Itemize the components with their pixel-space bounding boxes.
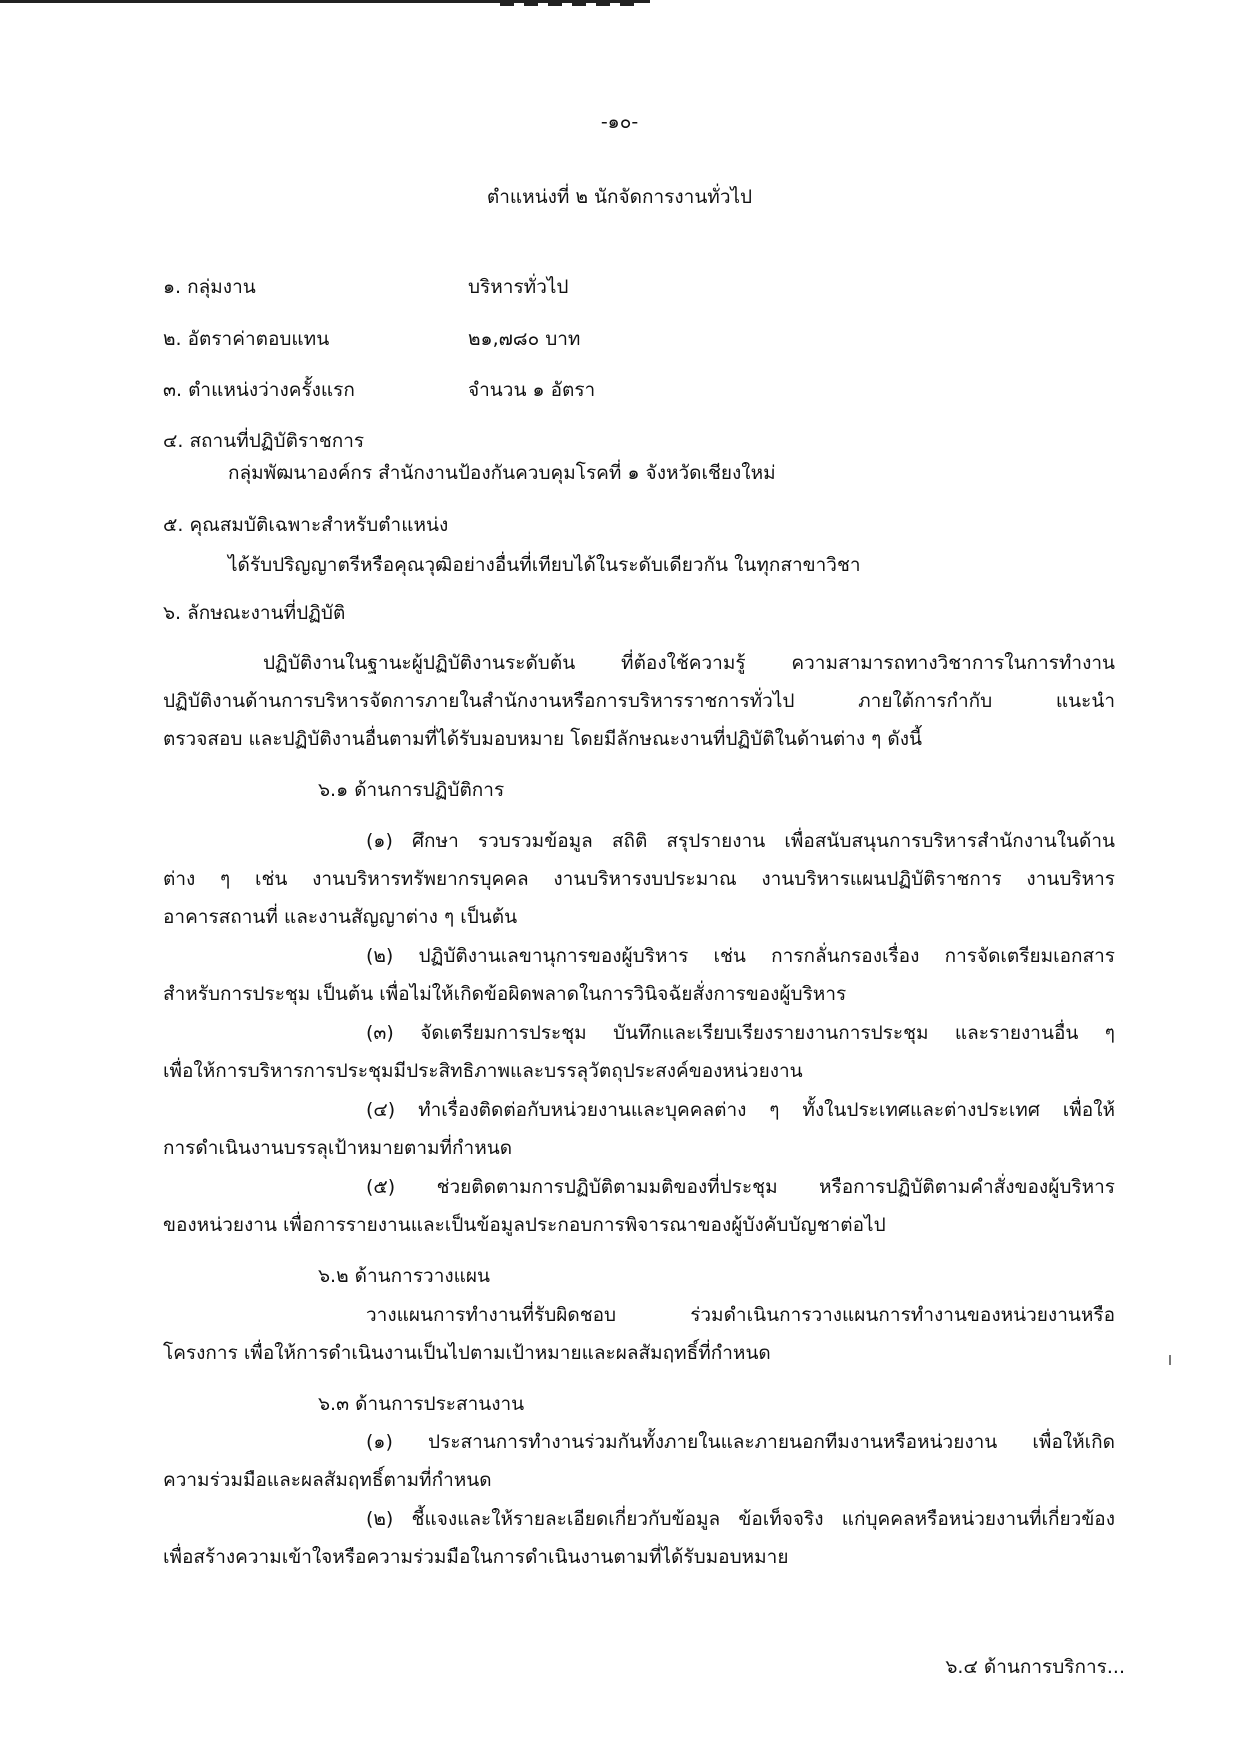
subsection-6-2-heading: ๖.๒ ด้านการวางแผน <box>318 1265 491 1287</box>
section5-text: ได้รับปริญญาตรีหรือคุณวุฒิอย่างอื่นที่เทียบได้ในระดับเดียวกัน ในทุกสาขาวิชา <box>228 554 861 576</box>
item-6-1-2-line: (๒) ปฏิบัติงานเลขานุการของผู้บริหาร เช่น การกลั่นกรองเรื่อง การจัดเตรียมเอกสาร <box>366 945 1115 967</box>
item-6-1-3-line: เพื่อให้การบริหารการประชุมมีประสิทธิภาพและบรรลุวัตถุประสงค์ของหน่วยงาน <box>163 1060 803 1082</box>
section6-intro-line: ปฏิบัติงานด้านการบริหารจัดการภายในสำนักงานหรือการบริหารราชการทั่วไป ภายใต้การกำกับ แนะนำ <box>163 690 1115 712</box>
subsection-6-3-heading: ๖.๓ ด้านการประสานงาน <box>318 1393 525 1415</box>
section4-text: กลุ่มพัฒนาองค์กร สำนักงานป้องกันควบคุมโรคที่ ๑ จังหวัดเชียงใหม่ <box>228 462 776 484</box>
section4-heading: ๔. สถานที่ปฏิบัติราชการ <box>163 430 365 452</box>
field-value-vacancy: จำนวน ๑ อัตรา <box>468 379 596 401</box>
subsection-6-2-line: วางแผนการทำงานที่รับผิดชอบ ร่วมดำเนินการวางแผนการทำงานของหน่วยงานหรือ <box>366 1304 1115 1326</box>
page-number: -๑๐- <box>600 111 639 133</box>
subsection-6-2-line: โครงการ เพื่อให้การดำเนินงานเป็นไปตามเป้าหมายและผลสัมฤทธิ์ที่กำหนด <box>163 1342 771 1364</box>
section6-intro-line: ตรวจสอบ และปฏิบัติงานอื่นตามที่ได้รับมอบหมาย โดยมีลักษณะงานที่ปฏิบัติในด้านต่าง ๆ ดังนี้ <box>163 728 923 750</box>
item-6-1-4-line: (๔) ทำเรื่องติดต่อกับหน่วยงานและบุคคลต่าง ๆ ทั้งในประเทศและต่างประเทศ เพื่อให้ <box>366 1099 1115 1121</box>
section5-heading: ๕. คุณสมบัติเฉพาะสำหรับตำแหน่ง <box>163 514 449 536</box>
field-value-salary: ๒๑,๗๘๐ บาท <box>468 328 581 350</box>
item-6-3-1-line: (๑) ประสานการทำงานร่วมกันทั้งภายในและภายนอกทีมงานหรือหน่วยงาน เพื่อให้เกิด <box>366 1431 1115 1453</box>
item-6-1-5-line: (๕) ช่วยติดตามการปฏิบัติตามมติของที่ประชุม หรือการปฏิบัติตามคำสั่งของผู้บริหาร <box>366 1176 1115 1198</box>
field-label-salary: ๒. อัตราค่าตอบแทน <box>163 328 330 350</box>
field-label-group: ๑. กลุ่มงาน <box>163 276 256 298</box>
section6-intro-line: ปฏิบัติงานในฐานะผู้ปฏิบัติงานระดับต้น ที่ต้องใช้ความรู้ ความสามารถทางวิชาการในการทำงาน <box>263 652 1115 674</box>
item-6-1-1-line: (๑) ศึกษา รวบรวมข้อมูล สถิติ สรุปรายงาน เพื่อสนับสนุนการบริหารสำนักงานในด้าน <box>366 830 1115 852</box>
item-6-3-2-line: (๒) ชี้แจงและให้รายละเอียดเกี่ยวกับข้อมูล ข้อเท็จจริง แก่บุคคลหรือหน่วยงานที่เกี่ยวข้อง <box>366 1508 1115 1530</box>
item-6-1-4-line: การดำเนินงานบรรลุเป้าหมายตามที่กำหนด <box>163 1137 513 1159</box>
field-label-vacancy: ๓. ตำแหน่งว่างครั้งแรก <box>163 379 355 401</box>
item-6-1-2-line: สำหรับการประชุม เป็นต้น เพื่อไม่ให้เกิดข้อผิดพลาดในการวินิจฉัยสั่งการของผู้บริหาร <box>163 983 847 1005</box>
section6-heading: ๖. ลักษณะงานที่ปฏิบัติ <box>163 602 346 624</box>
item-6-1-1-line: อาคารสถานที่ และงานสัญญาต่าง ๆ เป็นต้น <box>163 906 518 928</box>
subsection-6-1-heading: ๖.๑ ด้านการปฏิบัติการ <box>318 779 505 801</box>
item-6-1-1-line: ต่าง ๆ เช่น งานบริหารทรัพยากรบุคคล งานบริหารงบประมาณ งานบริหารแผนปฏิบัติราชการ งานบริหาร <box>163 868 1115 890</box>
item-6-1-3-line: (๓) จัดเตรียมการประชุม บันทึกและเรียบเรียงรายงานการประชุม และรายงานอื่น ๆ <box>366 1022 1115 1044</box>
field-value-group: บริหารทั่วไป <box>468 276 569 298</box>
continuation-note: ๖.๔ ด้านการบริการ... <box>945 1656 1125 1678</box>
item-6-3-1-line: ความร่วมมือและผลสัมฤทธิ์ตามที่กำหนด <box>163 1469 492 1491</box>
item-6-3-2-line: เพื่อสร้างความเข้าใจหรือความร่วมมือในการดำเนินงานตามที่ได้รับมอบหมาย <box>163 1546 789 1568</box>
position-title: ตำแหน่งที่ ๒ นักจัดการงานทั่วไป <box>486 186 753 208</box>
scan-speck <box>1169 1355 1171 1365</box>
item-6-1-5-line: ของหน่วยงาน เพื่อการรายงานและเป็นข้อมูลประกอบการพิจารณาของผู้บังคับบัญชาต่อไป <box>163 1214 886 1236</box>
scan-edge-dashes <box>500 0 640 6</box>
